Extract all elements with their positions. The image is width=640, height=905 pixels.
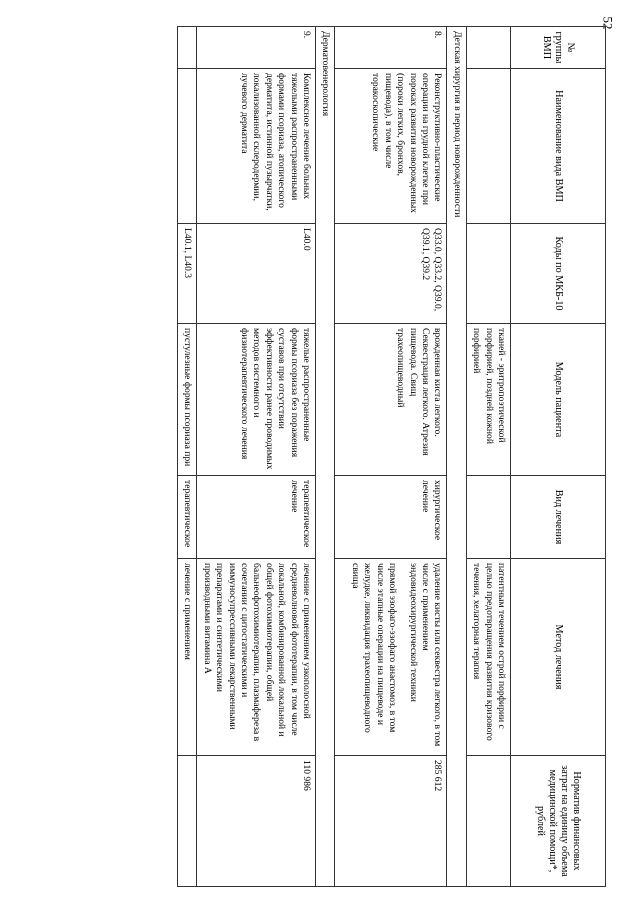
cell-icd-codes: L40.0 <box>197 224 316 324</box>
cell-treatment-type: хирургическое лечение <box>335 476 447 559</box>
rotated-page-content <box>86 26 606 886</box>
cell-vmp-name: Реконструктивно-пластические операции на грудной клетке при пороках развития новорожденных (пороки легких, бронхов, пищевода), в том числе торакоскопические <box>335 69 447 224</box>
header-icd-codes: Коды по МКБ-10 <box>511 224 606 324</box>
table-row <box>197 27 316 887</box>
table-row <box>335 27 447 887</box>
cell-treatment-method: патентным течением острой порфирии с целью предотвращения развития кризового течения, хелаторная терапия <box>466 559 510 756</box>
cell-patient-model: тканей - эритропоэтической порфирией, поздней кожной порфирией <box>466 324 510 476</box>
cell-patient-model: тяжелые распространенные формы псориаза без поражения суставов при отсутствии эффективности ранее проводимых методов системного и физиотерапевтического лечения <box>197 324 316 476</box>
cell-patient-model: пустулезные формы псориаза при <box>177 324 196 476</box>
cell-cost: 110 986 <box>197 756 316 887</box>
table-row <box>466 27 510 887</box>
cell-treatment-type: терапевтическое лечение <box>197 476 316 559</box>
section-title: Детская хирургия в период новорожденности <box>447 27 466 887</box>
header-patient-model: Модель пациента <box>511 324 606 476</box>
cell-vmp-name: Комплексное лечение больных тяжелыми распространенными формами псориаза, атопического дерматита, истинной пузырчатки, локализованной склеродермии, лучевого дерматита <box>197 69 316 224</box>
method-text: удаление кисты или секвестра легкого, в том числе с применением эндовидеохирургической техники <box>407 563 444 747</box>
header-treatment-method: Метод лечения <box>511 559 606 756</box>
cell-patient-model: врожденная киста легкого. Секвестрация легкого. Атрезия пищевода. Свищ трахеопищеводный <box>335 324 447 476</box>
cell-group-number: 9. <box>197 27 316 69</box>
cell-cost: 285 612 <box>335 756 447 887</box>
section-row <box>447 27 466 887</box>
header-group-number: № группы ВМП <box>511 27 606 69</box>
table-row <box>177 27 196 887</box>
cell-treatment-method <box>335 559 447 756</box>
cell-group-number: 8. <box>335 27 447 69</box>
section-title: Дерматовенерология <box>315 27 334 887</box>
cell-treatment-method: лечение с применением <box>177 559 196 756</box>
header-treatment-type: Вид лечения <box>511 476 606 559</box>
cell-treatment-method: лечение с применением узкополосной средневолновой фототерапии, в том числе локальной, комбинированной локальной и общей фотохимиотерапии, общей бальнеофотохимиотерапии, плазмафереза в сочетании с цитостатическими и иммуносупрессивными лекарственными препаратами и синтетическими производными витамина А <box>197 559 316 756</box>
section-row <box>315 27 334 887</box>
cell-treatment-type: терапевтическое <box>177 476 196 559</box>
cell-icd-codes: Q33.0, Q33.2, Q39.0, Q39.1, Q39.2 <box>335 224 447 324</box>
method-text: прямой эзофаго-эзофаго анастомоз, в том числе этапные операции на пищеводе и желудке, ликвидация трахеопищеводного свища <box>349 563 399 733</box>
page-number: 52 <box>600 16 615 30</box>
table-header-row <box>511 27 606 887</box>
vmp-table <box>177 26 606 887</box>
cell-icd-codes: L40.1, L40.3 <box>177 224 196 324</box>
header-vmp-name: Наименование вида ВМП <box>511 69 606 224</box>
header-cost-norm: Норматив финансовых затрат на единицу объема медицинской помощи*, рублей <box>511 756 606 887</box>
